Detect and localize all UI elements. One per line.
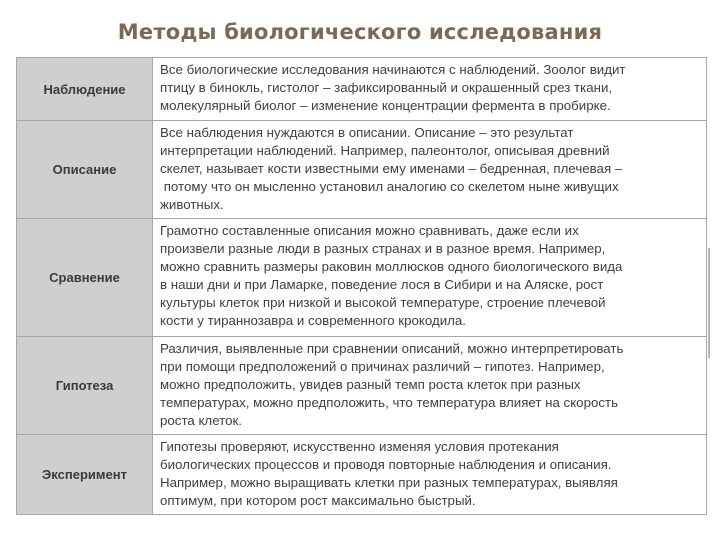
methods-table — [16, 57, 707, 515]
page-title: Методы биологического исследования — [117, 20, 603, 44]
description-line: при помощи предположений о причинах различий – гипотез. Например, — [160, 359, 605, 374]
description-line: кости у тираннозавра и современного крокодила. — [160, 313, 466, 328]
description-line: Например, можно выращивать клетки при разных температурах, выявляя — [160, 475, 618, 490]
description-line: Различия, выявленные при сравнении описаний, можно интерпретировать — [160, 341, 624, 356]
table-row — [17, 219, 707, 337]
description-line: биологических процессов и проводя повторные наблюдения и описания. — [160, 457, 612, 472]
scrollbar-thumb[interactable] — [708, 248, 710, 358]
table-row — [17, 121, 707, 219]
description-line: можно сравнить размеры раковин моллюсков одного биологического вида — [160, 259, 623, 274]
method-description — [153, 435, 707, 515]
table-row — [17, 337, 707, 435]
table-row — [17, 435, 707, 515]
description-line: культуры клеток при низкой и высокой температуре, строение плечевой — [160, 295, 606, 310]
method-description — [153, 337, 707, 435]
description-line: оптимум, при котором рост максимально быстрый. — [160, 493, 476, 508]
description-line: можно предположить, увидев разный темп роста клеток при разных — [160, 377, 581, 392]
method-name-experiment: Эксперимент — [17, 435, 153, 515]
description-line: в наши дни и при Ламарке, поведение лося в Сибири и на Аляске, рост — [160, 277, 604, 292]
description-line: роста клеток. — [160, 413, 242, 428]
description-line: температурах, можно предположить, что температура влияет на скорость — [160, 395, 619, 410]
description-line: Грамотно составленные описания можно сравнивать, даже если их — [160, 223, 579, 238]
method-name-description: Описание — [17, 121, 153, 219]
description-line: Все наблюдения нуждаются в описании. Описание – это результат — [160, 125, 574, 140]
description-line: интерпретации наблюдений. Например, палеонтолог, описывая древний — [160, 143, 610, 158]
method-description — [153, 58, 707, 121]
description-line: скелет, называет кости известными ему именами – бедренная, плечевая – — [160, 161, 623, 176]
method-name-comparison: Сравнение — [17, 219, 153, 337]
description-line: молекулярный биолог – изменение концентрации фермента в пробирке. — [160, 98, 611, 113]
description-line: Гипотезы проверяют, искусственно изменяя условия протекания — [160, 439, 559, 454]
description-line: птицу в бинокль, гистолог – зафиксированный и окрашенный срез ткани, — [160, 80, 613, 95]
method-description — [153, 219, 707, 337]
method-description — [153, 121, 707, 219]
description-line: потому что он мысленно установил аналогию со скелетом ныне живущих — [160, 179, 619, 194]
method-name-hypothesis: Гипотеза — [17, 337, 153, 435]
description-line: животных. — [160, 197, 224, 212]
table-row — [17, 58, 707, 121]
method-name-observation: Наблюдение — [17, 58, 153, 121]
description-line: произвели разные люди в разных странах и в разное время. Например, — [160, 241, 606, 256]
description-line: Все биологические исследования начинаются с наблюдений. Зоолог видит — [160, 62, 626, 77]
